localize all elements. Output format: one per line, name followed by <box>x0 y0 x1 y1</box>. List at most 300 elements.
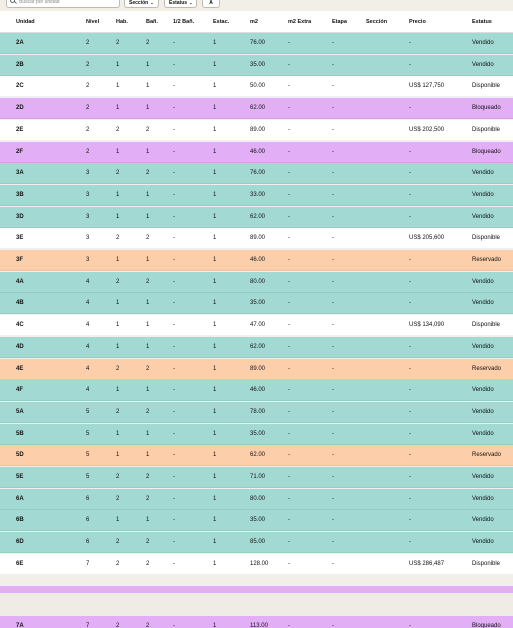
cell-estac: 1 <box>213 623 217 628</box>
cell-media-ban: - <box>173 279 175 285</box>
cell-m2-extra: - <box>288 40 290 46</box>
cell-estac: 1 <box>213 539 217 545</box>
cell-m2-extra: - <box>288 539 290 545</box>
cell-estatus: Bloqueado <box>472 105 501 111</box>
table-row[interactable] <box>0 98 513 119</box>
cell-ban: 2 <box>146 539 150 545</box>
cell-m2: 113.00 <box>250 623 268 628</box>
cell-etapa: - <box>332 300 334 306</box>
cell-etapa: - <box>332 561 334 567</box>
estatus-filter-dropdown[interactable] <box>164 0 197 8</box>
cell-estac: 1 <box>213 235 217 241</box>
cell-nivel: 4 <box>86 366 90 372</box>
cell-etapa: - <box>332 517 334 523</box>
cell-unidad: 4A <box>16 279 24 285</box>
cell-m2: 76.00 <box>250 170 266 176</box>
cell-nivel: 5 <box>86 431 90 437</box>
cell-m2-extra: - <box>288 431 290 437</box>
cell-precio: - <box>409 40 411 46</box>
search-icon <box>10 0 15 3</box>
estatus-filter-label: Estatus <box>169 0 188 6</box>
cell-nivel: 5 <box>86 474 90 480</box>
cell-ban: 2 <box>146 235 150 241</box>
cell-ban: 2 <box>146 279 150 285</box>
cell-etapa: - <box>332 387 334 393</box>
table-row[interactable] <box>0 532 513 553</box>
cell-m2: 46.00 <box>250 257 266 263</box>
cell-hab: 1 <box>116 387 120 393</box>
cell-precio: US$ 202,500 <box>409 127 445 133</box>
cell-hab: 1 <box>116 105 120 111</box>
cell-ban: 2 <box>146 366 150 372</box>
cell-media-ban: - <box>173 235 175 241</box>
cell-unidad: 5B <box>16 431 24 437</box>
cell-estac: 1 <box>213 387 217 393</box>
cell-estac: 1 <box>213 279 217 285</box>
cell-estatus: Reservado <box>472 366 502 372</box>
cell-unidad: 3D <box>16 214 24 220</box>
cell-hab: 2 <box>116 235 120 241</box>
cell-nivel: 6 <box>86 517 90 523</box>
cell-hab: 1 <box>116 62 120 68</box>
table-row[interactable] <box>0 467 513 488</box>
cell-etapa: - <box>332 431 334 437</box>
cell-m2: 35.00 <box>250 300 266 306</box>
cell-nivel: 2 <box>86 127 90 133</box>
cell-precio: - <box>409 452 411 458</box>
cell-precio: - <box>409 409 411 415</box>
cell-m2-extra: - <box>288 344 290 350</box>
table-row[interactable] <box>0 272 513 293</box>
cell-nivel: 4 <box>86 300 90 306</box>
cell-m2-extra: - <box>288 83 290 89</box>
cell-etapa: - <box>332 192 334 198</box>
seccion-filter-dropdown[interactable] <box>124 0 159 8</box>
cell-media-ban: - <box>173 105 175 111</box>
table-row[interactable] <box>0 163 513 184</box>
table-row[interactable] <box>0 120 513 141</box>
cell-etapa: - <box>332 474 334 480</box>
cell-media-ban: - <box>173 387 175 393</box>
cell-precio: - <box>409 623 411 628</box>
cell-precio: - <box>409 257 411 263</box>
cell-nivel: 2 <box>86 83 90 89</box>
cell-m2: 35.00 <box>250 517 266 523</box>
cell-ban: 1 <box>146 300 150 306</box>
cell-m2-extra: - <box>288 62 290 68</box>
column-header-estatus[interactable]: Estatus <box>472 18 492 25</box>
cell-estac: 1 <box>213 561 217 567</box>
cell-m2: 46.00 <box>250 387 266 393</box>
cell-estatus: Vendido <box>472 40 494 46</box>
cell-media-ban: - <box>173 344 175 350</box>
cell-hab: 1 <box>116 214 120 220</box>
cell-estac: 1 <box>213 257 217 263</box>
cell-estac: 1 <box>213 409 217 415</box>
cell-nivel: 3 <box>86 214 90 220</box>
cell-estatus: Vendido <box>472 431 494 437</box>
table-row[interactable] <box>0 185 513 206</box>
cell-ban: 2 <box>146 496 150 502</box>
seccion-filter-label: Sección <box>129 0 149 6</box>
cell-nivel: 2 <box>86 40 90 46</box>
table-row[interactable] <box>0 554 513 575</box>
cell-nivel: 7 <box>86 623 90 628</box>
cell-hab: 2 <box>116 366 120 372</box>
cell-m2: 89.00 <box>250 127 266 133</box>
cell-hab: 2 <box>116 623 120 628</box>
cell-hab: 1 <box>116 517 120 523</box>
cell-m2: 62.00 <box>250 105 266 111</box>
cell-hab: 2 <box>116 496 120 502</box>
table-row[interactable] <box>0 228 513 249</box>
cell-estatus: Reservado <box>472 452 502 458</box>
cell-unidad: 5A <box>16 409 24 415</box>
row-strip <box>0 586 513 593</box>
cell-hab: 2 <box>116 561 120 567</box>
cell-precio: - <box>409 539 411 545</box>
cell-unidad: 2B <box>16 62 24 68</box>
cell-hab: 1 <box>116 322 120 328</box>
table-row[interactable] <box>0 380 513 401</box>
cell-m2-extra: - <box>288 127 290 133</box>
cell-m2: 76.00 <box>250 40 266 46</box>
column-header-nivel[interactable]: Nivel <box>86 18 100 25</box>
cell-media-ban: - <box>173 452 175 458</box>
cell-estac: 1 <box>213 431 217 437</box>
cell-estatus: Reservado <box>472 257 502 263</box>
column-header-hab[interactable]: Hab. <box>116 18 128 25</box>
table-row[interactable] <box>0 424 513 445</box>
cell-estac: 1 <box>213 192 217 198</box>
cell-hab: 1 <box>116 300 120 306</box>
cell-media-ban: - <box>173 322 175 328</box>
cell-estatus: Vendido <box>472 300 494 306</box>
cell-etapa: - <box>332 366 334 372</box>
cell-nivel: 3 <box>86 257 90 263</box>
cell-estatus: Vendido <box>472 62 494 68</box>
cell-nivel: 7 <box>86 561 90 567</box>
chevron-down-icon: ⌄ <box>150 0 154 5</box>
cell-media-ban: - <box>173 539 175 545</box>
cell-precio: - <box>409 431 411 437</box>
cell-precio: - <box>409 170 411 176</box>
cell-estatus: Vendido <box>472 214 494 220</box>
cell-etapa: - <box>332 170 334 176</box>
cell-m2-extra: - <box>288 496 290 502</box>
column-header-seccion[interactable]: Sección <box>366 18 388 25</box>
cell-estatus: Bloqueado <box>472 149 501 155</box>
extra-filter-button[interactable] <box>202 0 220 8</box>
cell-unidad: 2F <box>16 149 24 155</box>
cell-precio: US$ 134,090 <box>409 322 445 328</box>
cell-m2: 89.00 <box>250 366 266 372</box>
cell-hab: 2 <box>116 539 120 545</box>
cell-unidad: 2A <box>16 40 24 46</box>
cell-ban: 1 <box>146 83 150 89</box>
cell-unidad: 3E <box>16 235 24 241</box>
cell-unidad: 6E <box>16 561 24 567</box>
table-header <box>0 11 513 33</box>
cell-m2: 85.00 <box>250 539 266 545</box>
cell-ban: 1 <box>146 214 150 220</box>
cell-media-ban: - <box>173 431 175 437</box>
cell-estac: 1 <box>213 452 217 458</box>
cell-nivel: 4 <box>86 344 90 350</box>
cell-etapa: - <box>332 539 334 545</box>
cell-m2: 62.00 <box>250 344 266 350</box>
cell-etapa: - <box>332 105 334 111</box>
table-gap <box>0 593 513 616</box>
cell-estac: 1 <box>213 40 217 46</box>
cell-precio: - <box>409 62 411 68</box>
cell-nivel: 3 <box>86 192 90 198</box>
cell-m2-extra: - <box>288 474 290 480</box>
cell-m2: 71.00 <box>250 474 266 480</box>
cell-nivel: 4 <box>86 322 90 328</box>
column-header-etapa[interactable]: Etapa <box>332 18 347 25</box>
cell-estac: 1 <box>213 149 217 155</box>
cell-ban: 1 <box>146 387 150 393</box>
cell-etapa: - <box>332 149 334 155</box>
cell-etapa: - <box>332 279 334 285</box>
column-header-precio[interactable]: Precio <box>409 18 426 25</box>
toolbar <box>0 0 513 11</box>
cell-media-ban: - <box>173 300 175 306</box>
cell-ban: 1 <box>146 431 150 437</box>
cell-media-ban: - <box>173 409 175 415</box>
cell-nivel: 2 <box>86 105 90 111</box>
cell-m2: 47.00 <box>250 322 266 328</box>
cell-etapa: - <box>332 409 334 415</box>
cell-nivel: 6 <box>86 539 90 545</box>
cell-ban: 2 <box>146 409 150 415</box>
cell-estac: 1 <box>213 83 217 89</box>
table-row[interactable] <box>0 33 513 54</box>
table-row[interactable] <box>0 359 513 380</box>
cell-media-ban: - <box>173 40 175 46</box>
cell-estatus: Vendido <box>472 496 494 502</box>
cell-precio: US$ 127,750 <box>409 83 445 89</box>
cell-unidad: 3F <box>16 257 24 263</box>
cell-m2: 33.00 <box>250 192 266 198</box>
cell-estatus: Vendido <box>472 279 494 285</box>
cell-ban: 2 <box>146 40 150 46</box>
cell-estatus: Vendido <box>472 387 494 393</box>
chevron-down-icon: ⌄ <box>189 0 193 5</box>
cell-nivel: 3 <box>86 170 90 176</box>
table-row[interactable] <box>0 207 513 228</box>
cell-hab: 2 <box>116 474 120 480</box>
cell-precio: - <box>409 344 411 350</box>
cell-ban: 1 <box>146 517 150 523</box>
cell-estatus: Vendido <box>472 474 494 480</box>
table-row[interactable] <box>0 402 513 423</box>
cell-m2-extra: - <box>288 623 290 628</box>
cell-m2-extra: - <box>288 322 290 328</box>
cell-m2-extra: - <box>288 192 290 198</box>
cell-hab: 2 <box>116 409 120 415</box>
cell-nivel: 5 <box>86 409 90 415</box>
cell-media-ban: - <box>173 149 175 155</box>
cell-media-ban: - <box>173 170 175 176</box>
cell-ban: 1 <box>146 452 150 458</box>
cell-m2-extra: - <box>288 517 290 523</box>
column-header-ban[interactable]: Bañ. <box>146 18 158 25</box>
cell-estatus: Disponible <box>472 235 501 241</box>
cell-media-ban: - <box>173 474 175 480</box>
cell-media-ban: - <box>173 561 175 567</box>
cell-precio: - <box>409 105 411 111</box>
cell-hab: 2 <box>116 170 120 176</box>
cell-precio: - <box>409 149 411 155</box>
cell-hab: 1 <box>116 431 120 437</box>
cell-estatus: Vendido <box>472 539 494 545</box>
cell-media-ban: - <box>173 192 175 198</box>
cell-m2-extra: - <box>288 366 290 372</box>
cell-estatus: Disponible <box>472 83 501 89</box>
table-row[interactable] <box>0 337 513 358</box>
cell-media-ban: - <box>173 83 175 89</box>
cell-unidad: 6D <box>16 539 24 545</box>
cell-estatus: Vendido <box>472 517 494 523</box>
cell-media-ban: - <box>173 623 175 628</box>
cell-unidad: 3B <box>16 192 24 198</box>
cell-estatus: Disponible <box>472 322 501 328</box>
cell-estatus: Disponible <box>472 561 501 567</box>
cell-unidad: 5D <box>16 452 24 458</box>
cell-ban: 2 <box>146 170 150 176</box>
cell-ban: 2 <box>146 623 150 628</box>
cell-estatus: Vendido <box>472 192 494 198</box>
cell-unidad: 3A <box>16 170 24 176</box>
cell-estatus: Disponible <box>472 127 501 133</box>
extra-filter-label: A <box>209 0 213 6</box>
cell-etapa: - <box>332 127 334 133</box>
table-row[interactable] <box>0 250 513 271</box>
cell-etapa: - <box>332 322 334 328</box>
column-header-m2[interactable]: m2 <box>250 18 258 25</box>
cell-m2: 128.00 <box>250 561 269 567</box>
cell-media-ban: - <box>173 214 175 220</box>
cell-precio: US$ 286,487 <box>409 561 445 567</box>
cell-estac: 1 <box>213 170 217 176</box>
cell-estac: 1 <box>213 300 217 306</box>
cell-precio: - <box>409 387 411 393</box>
cell-unidad: 4E <box>16 366 24 372</box>
cell-hab: 1 <box>116 452 120 458</box>
cell-unidad: 5E <box>16 474 24 480</box>
cell-hab: 2 <box>116 40 120 46</box>
cell-nivel: 6 <box>86 496 90 502</box>
cell-hab: 1 <box>116 83 120 89</box>
cell-nivel: 4 <box>86 279 90 285</box>
cell-estac: 1 <box>213 366 217 372</box>
cell-m2-extra: - <box>288 214 290 220</box>
cell-m2-extra: - <box>288 387 290 393</box>
cell-precio: - <box>409 279 411 285</box>
column-header-estac[interactable]: Estac. <box>213 18 230 25</box>
cell-unidad: 2E <box>16 127 24 133</box>
cell-unidad: 4C <box>16 322 24 328</box>
cell-nivel: 2 <box>86 149 90 155</box>
table-row[interactable] <box>0 76 513 97</box>
cell-unidad: 6A <box>16 496 24 502</box>
cell-m2-extra: - <box>288 170 290 176</box>
cell-precio: - <box>409 214 411 220</box>
cell-etapa: - <box>332 40 334 46</box>
search-input[interactable] <box>6 0 120 8</box>
cell-m2: 50.00 <box>250 83 266 89</box>
cell-ban: 1 <box>146 322 150 328</box>
cell-precio: US$ 205,600 <box>409 235 445 241</box>
cell-m2: 78.00 <box>250 409 266 415</box>
search-placeholder: Buscar por unidad <box>19 0 60 5</box>
table-row[interactable] <box>0 293 513 314</box>
cell-precio: - <box>409 192 411 198</box>
cell-etapa: - <box>332 62 334 68</box>
cell-ban: 1 <box>146 149 150 155</box>
cell-ban: 1 <box>146 105 150 111</box>
cell-media-ban: - <box>173 62 175 68</box>
cell-etapa: - <box>332 496 334 502</box>
cell-estac: 1 <box>213 127 217 133</box>
cell-m2: 62.00 <box>250 452 266 458</box>
cell-estatus: Vendido <box>472 170 494 176</box>
cell-precio: - <box>409 300 411 306</box>
cell-m2-extra: - <box>288 257 290 263</box>
cell-estac: 1 <box>213 214 217 220</box>
cell-hab: 1 <box>116 149 120 155</box>
cell-m2-extra: - <box>288 452 290 458</box>
table-row[interactable] <box>0 55 513 76</box>
cell-nivel: 4 <box>86 387 90 393</box>
cell-estac: 1 <box>213 105 217 111</box>
cell-ban: 2 <box>146 561 150 567</box>
cell-media-ban: - <box>173 517 175 523</box>
cell-unidad: 7A <box>16 623 24 628</box>
table-row[interactable] <box>0 510 513 531</box>
cell-unidad: 4B <box>16 300 24 306</box>
cell-m2: 89.00 <box>250 235 266 241</box>
cell-etapa: - <box>332 83 334 89</box>
cell-estac: 1 <box>213 344 217 350</box>
column-header-unidad[interactable]: Unidad <box>16 18 35 25</box>
cell-etapa: - <box>332 214 334 220</box>
cell-estatus: Vendido <box>472 409 494 415</box>
column-header-m2-extra[interactable]: m2 Extra <box>288 18 312 25</box>
table-row[interactable] <box>0 445 513 466</box>
cell-m2-extra: - <box>288 561 290 567</box>
cell-m2: 62.00 <box>250 214 266 220</box>
cell-m2-extra: - <box>288 105 290 111</box>
cell-estac: 1 <box>213 517 217 523</box>
cell-ban: 1 <box>146 62 150 68</box>
cell-ban: 2 <box>146 127 150 133</box>
column-header-media-ban[interactable]: 1/2 Bañ. <box>173 18 195 25</box>
cell-media-ban: - <box>173 366 175 372</box>
table-row[interactable] <box>0 142 513 163</box>
table-row[interactable] <box>0 616 513 628</box>
cell-etapa: - <box>332 623 334 628</box>
cell-etapa: - <box>332 452 334 458</box>
cell-media-ban: - <box>173 257 175 263</box>
table-row[interactable] <box>0 489 513 510</box>
table-row[interactable] <box>0 315 513 336</box>
cell-m2: 80.00 <box>250 496 266 502</box>
cell-m2-extra: - <box>288 235 290 241</box>
cell-precio: - <box>409 366 411 372</box>
